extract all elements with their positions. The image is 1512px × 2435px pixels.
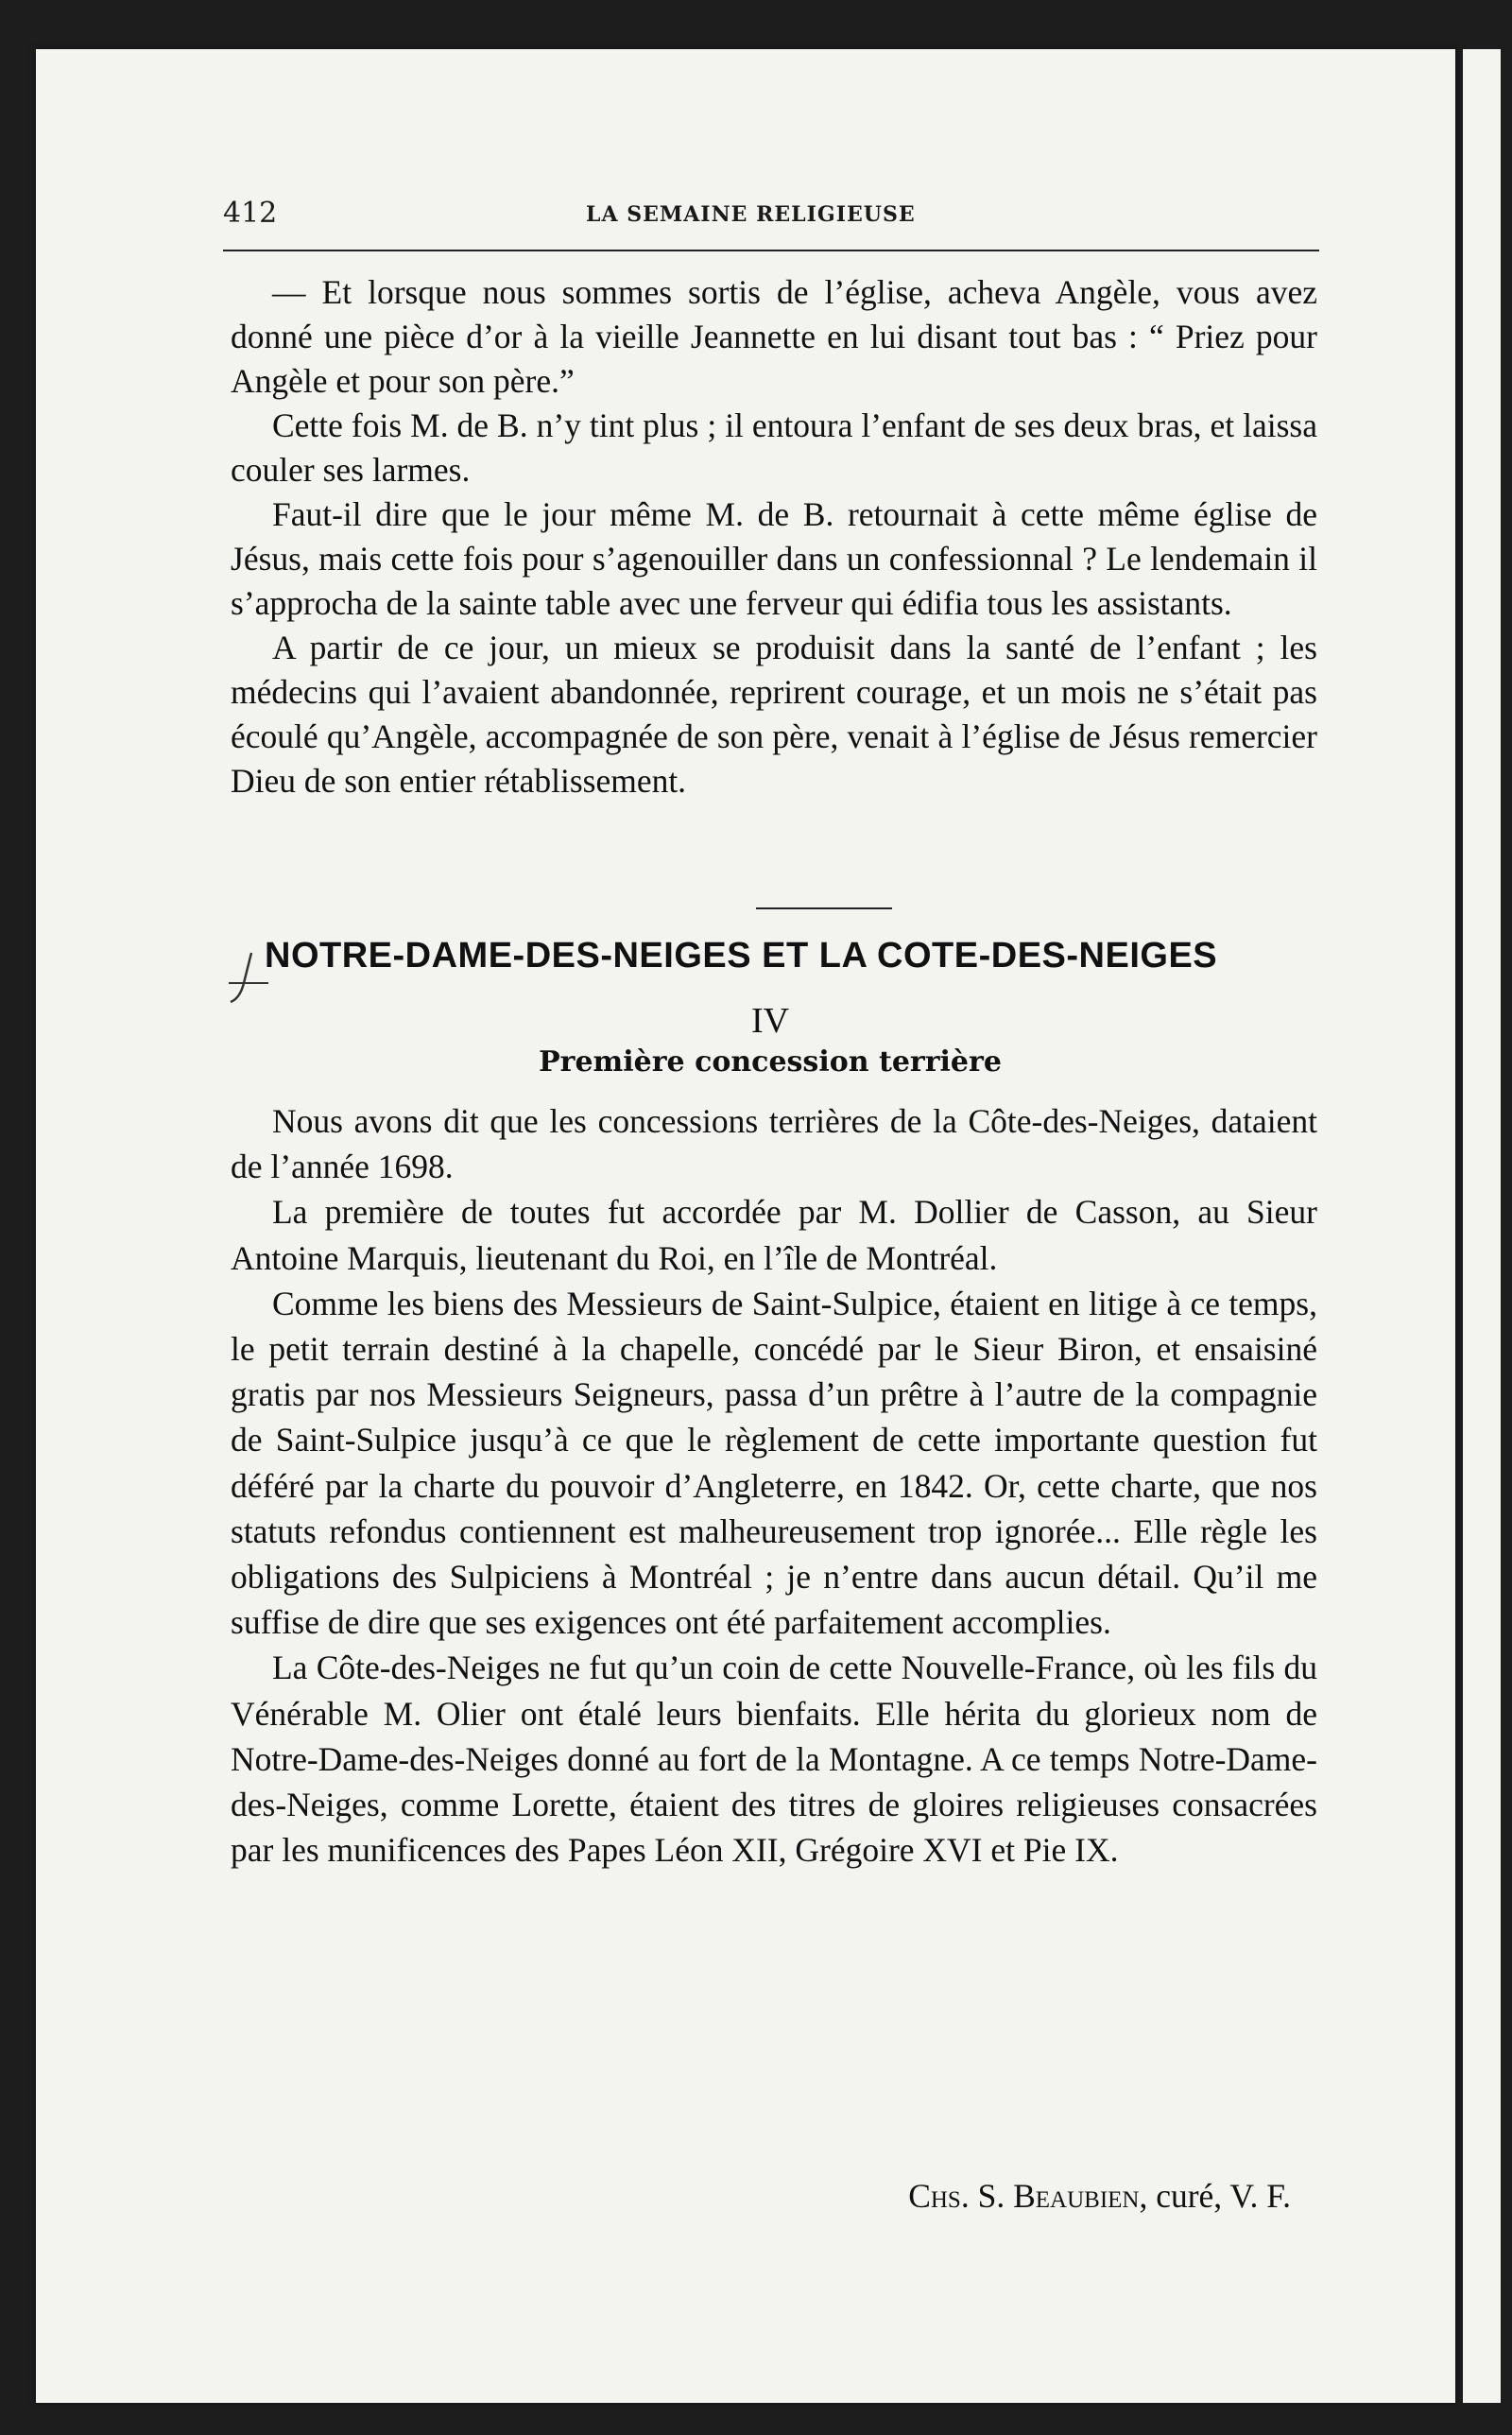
author-name: Chs. S. Beaubien: [908, 2177, 1140, 2215]
paragraph: La Côte-des-Neiges ne fut qu’un coin de cette Nouvelle-France, où les fils du Vénérable M. Olier ont étalé leurs bienfaits. Elle hérita du glorieux nom de Notre-Dame-des-Neiges donné au fort de la Montagne. A ce temps Notre-Dame-des-Neiges, comme Lorette, étaient des titres de gloires religieuses consacrées par les munificences des Papes Léon XII, Grégoire XVI et Pie IX.: [231, 1649, 1317, 1870]
paragraph: Comme les biens des Messieurs de Saint-Sulpice, étaient en litige à ce temps, le petit terrain destiné à la chapelle, concédé par le Sieur Biron, et ensaisiné gratis par nos Messieurs Seigneurs, passa d’un prêtre à l’autre de la compagnie de Saint-Sulpice jusqu’à ce que le règlement de cette importante question fut déféré par la charte du pouvoir d’Angleterre, en 1842. Or, cette charte, que nos statuts refondus contiennent est malheureusement trop ignorée... Elle règle les obligations des Sulpiciens à Montréal ; je n’entre dans aucun détail. Qu’il me suffise de dire que ses exigences ont été parfaitement accomplies.: [231, 1284, 1317, 1642]
page-number: 412: [223, 197, 278, 230]
paragraph: — Et lorsque nous sommes sortis de l’église, acheva Angèle, vous avez donné une pièce d’or à la vieille Jeannette en lui disant tout bas : “ Priez pour Angèle et pour son père.”: [231, 273, 1317, 400]
page-header: [189, 189, 1319, 236]
paragraph: Cette fois M. de B. n’y tint plus ; il entoura l’enfant de ses deux bras, et laissa couler ses larmes.: [231, 406, 1317, 489]
author-title: , curé, V. F.: [1139, 2177, 1291, 2215]
section-subheading: Première concession terrière: [539, 1045, 1002, 1079]
section-divider: [756, 907, 892, 909]
paragraph: A partir de ce jour, un mieux se produisit dans la santé de l’enfant ; les médecins qui l’avaient abandonnée, reprirent courage, et un mois ne s’était pas écoulé qu’Angèle, accompagnée de son père, venait à l’église de Jésus remercier Dieu de son entier rétablissement.: [231, 629, 1317, 800]
story-conclusion: [231, 270, 1317, 803]
section-numeral: IV: [750, 1001, 790, 1041]
running-title: LA SEMAINE RELIGIEUSE: [586, 202, 916, 227]
header-rule: [223, 250, 1319, 251]
paragraph: La première de toutes fut accordée par M. Dollier de Casson, au Sieur Antoine Marquis, lieutenant du Roi, en l’île de Montréal.: [231, 1193, 1317, 1277]
paragraph: Faut-il dire que le jour même M. de B. retournait à cette même église de Jésus, mais cette fois pour s’agenouiller dans un confessionnal ? Le lendemain il s’approcha de la sainte table avec une ferveur qui édifia tous les assistants.: [231, 495, 1317, 622]
article-body: [231, 1098, 1317, 1873]
paragraph: Nous avons dit que les concessions terrières de la Côte-des-Neiges, dataient de l’année 1698.: [231, 1102, 1317, 1186]
author-signature: [231, 2176, 1291, 2216]
adjacent-page-edge: [1463, 49, 1501, 2403]
section-title: NOTRE-DAME-DES-NEIGES ET LA COTE-DES-NEIGES: [265, 936, 1218, 976]
